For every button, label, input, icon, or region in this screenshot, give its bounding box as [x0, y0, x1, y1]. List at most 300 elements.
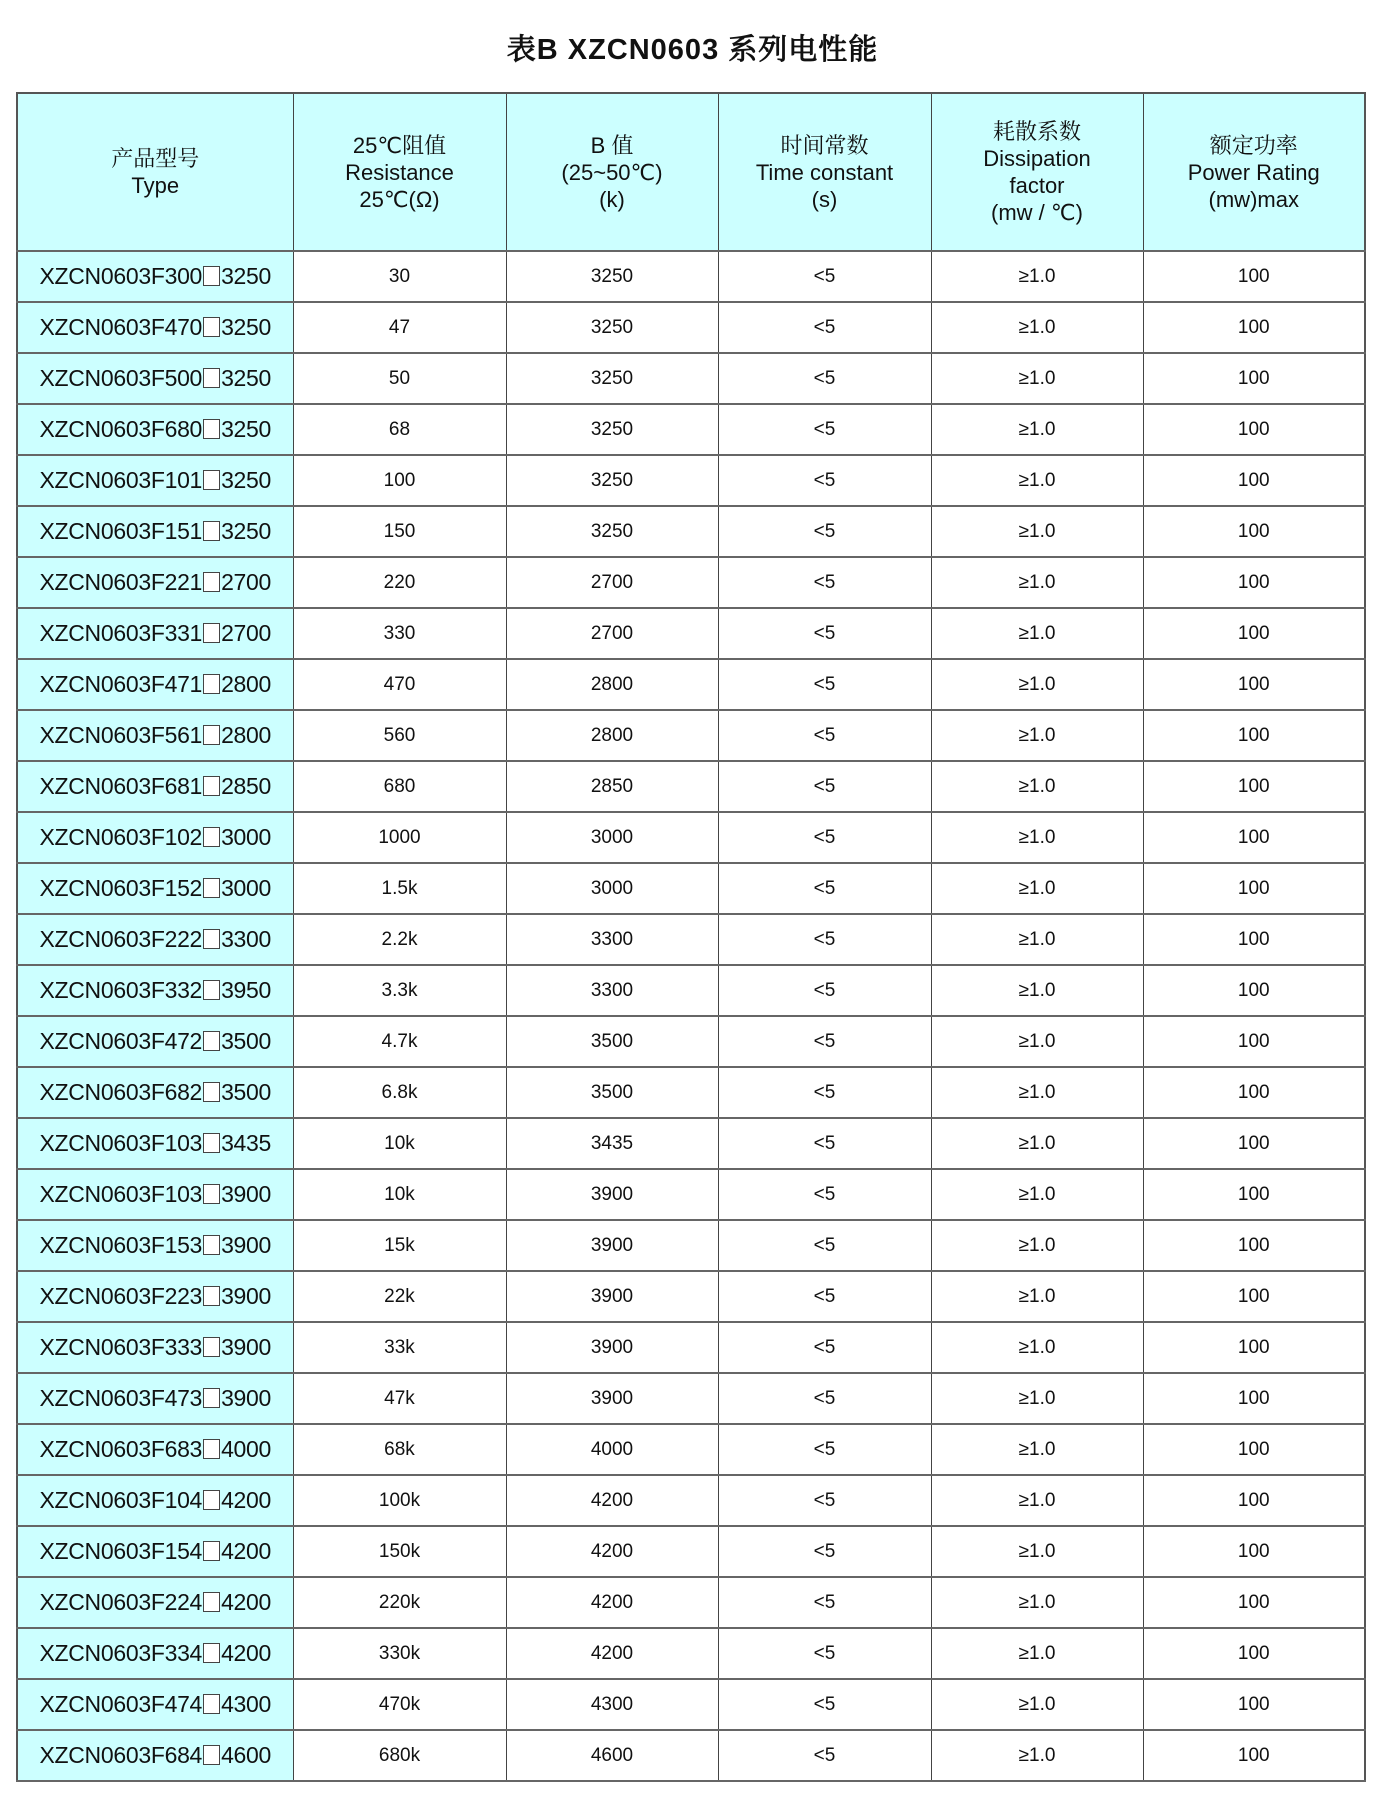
empty-square-icon: [203, 827, 220, 847]
type-cell: [17, 251, 293, 302]
time-constant-cell: <5: [718, 251, 931, 302]
table-row: [17, 404, 1365, 455]
type-prefix: XZCN0603F680: [39, 416, 203, 442]
type-prefix: XZCN0603F561: [39, 722, 203, 748]
power-rating-cell: 100: [1143, 1475, 1365, 1526]
power-rating-cell: 100: [1143, 1220, 1365, 1271]
empty-square-icon: [203, 1082, 220, 1102]
empty-square-icon: [203, 980, 220, 1000]
power-rating-cell: 100: [1143, 812, 1365, 863]
resistance-cell: 50: [293, 353, 506, 404]
empty-square-icon: [203, 1337, 220, 1357]
power-rating-cell: 100: [1143, 251, 1365, 302]
b-value-cell: 4000: [506, 1424, 718, 1475]
type-suffix: 2700: [221, 569, 272, 595]
type-cell: [17, 1220, 293, 1271]
resistance-cell: 10k: [293, 1169, 506, 1220]
empty-square-icon: [203, 776, 220, 796]
time-constant-cell: <5: [718, 1679, 931, 1730]
b-value-cell: 3250: [506, 455, 718, 506]
type-prefix: XZCN0603F473: [39, 1385, 203, 1411]
type-cell: [17, 965, 293, 1016]
dissipation-factor-cell: ≥1.0: [931, 1220, 1143, 1271]
type-prefix: XZCN0603F151: [39, 518, 203, 544]
b-value-cell: 4200: [506, 1475, 718, 1526]
table-row: [17, 965, 1365, 1016]
type-suffix: 2800: [221, 722, 272, 748]
time-constant-cell: <5: [718, 1730, 931, 1781]
b-value-cell: 3300: [506, 965, 718, 1016]
electrical-performance-table: [16, 92, 1366, 1782]
time-constant-cell: <5: [718, 965, 931, 1016]
b-value-cell: 3300: [506, 914, 718, 965]
table-row: [17, 1577, 1365, 1628]
b-value-cell: 3900: [506, 1322, 718, 1373]
power-rating-cell: 100: [1143, 608, 1365, 659]
header-line: (s): [811, 186, 838, 212]
dissipation-factor-cell: ≥1.0: [931, 302, 1143, 353]
resistance-cell: 150k: [293, 1526, 506, 1577]
type-prefix: XZCN0603F101: [39, 467, 203, 493]
type-prefix: XZCN0603F470: [39, 314, 203, 340]
type-cell: [17, 812, 293, 863]
type-cell: [17, 608, 293, 659]
resistance-cell: 100: [293, 455, 506, 506]
table-row: [17, 1067, 1365, 1118]
table-row: [17, 608, 1365, 659]
type-suffix: 3300: [221, 926, 272, 952]
time-constant-cell: <5: [718, 863, 931, 914]
header-line: (mw)max: [1208, 186, 1299, 212]
type-cell: [17, 506, 293, 557]
header-row: [17, 93, 1365, 251]
type-suffix: 3435: [221, 1130, 272, 1156]
time-constant-cell: <5: [718, 455, 931, 506]
time-constant-cell: <5: [718, 1526, 931, 1577]
type-suffix: 3000: [221, 824, 272, 850]
b-value-cell: 3900: [506, 1373, 718, 1424]
type-prefix: XZCN0603F683: [39, 1436, 203, 1462]
type-cell: [17, 1475, 293, 1526]
power-rating-cell: 100: [1143, 1373, 1365, 1424]
time-constant-cell: <5: [718, 1220, 931, 1271]
time-constant-cell: <5: [718, 404, 931, 455]
power-rating-cell: 100: [1143, 1679, 1365, 1730]
type-cell: [17, 1118, 293, 1169]
power-rating-cell: 100: [1143, 659, 1365, 710]
resistance-cell: 47k: [293, 1373, 506, 1424]
type-suffix: 3900: [221, 1232, 272, 1258]
type-suffix: 3250: [221, 314, 272, 340]
type-suffix: 4000: [221, 1436, 272, 1462]
table-row: [17, 1169, 1365, 1220]
header-line: 25℃阻值: [352, 132, 447, 158]
empty-square-icon: [203, 929, 220, 949]
time-constant-cell: <5: [718, 1118, 931, 1169]
header-line: Time constant: [755, 159, 894, 185]
dissipation-factor-cell: ≥1.0: [931, 812, 1143, 863]
table-row: [17, 1016, 1365, 1067]
table-row: [17, 353, 1365, 404]
header-line: 时间常数: [780, 132, 869, 158]
resistance-cell: 68: [293, 404, 506, 455]
time-constant-cell: <5: [718, 761, 931, 812]
type-suffix: 3950: [221, 977, 272, 1003]
type-suffix: 3000: [221, 875, 272, 901]
type-suffix: 4200: [221, 1589, 272, 1615]
empty-square-icon: [203, 725, 220, 745]
type-cell: [17, 404, 293, 455]
type-cell: [17, 659, 293, 710]
type-cell: [17, 353, 293, 404]
type-prefix: XZCN0603F152: [39, 875, 203, 901]
resistance-cell: 150: [293, 506, 506, 557]
dissipation-factor-cell: ≥1.0: [931, 1475, 1143, 1526]
table-row: [17, 1628, 1365, 1679]
b-value-cell: 4200: [506, 1577, 718, 1628]
b-value-cell: 4200: [506, 1628, 718, 1679]
empty-square-icon: [203, 623, 220, 643]
table-row: [17, 914, 1365, 965]
power-rating-cell: 100: [1143, 506, 1365, 557]
type-cell: [17, 1526, 293, 1577]
b-value-cell: 3250: [506, 506, 718, 557]
empty-square-icon: [203, 317, 220, 337]
type-prefix: XZCN0603F334: [39, 1640, 203, 1666]
power-rating-cell: 100: [1143, 455, 1365, 506]
header-resistance: [293, 93, 506, 251]
header-line: (k): [599, 186, 625, 212]
type-cell: [17, 1679, 293, 1730]
type-cell: [17, 1169, 293, 1220]
header-line: (mw / ℃): [991, 200, 1083, 225]
resistance-cell: 68k: [293, 1424, 506, 1475]
resistance-cell: 3.3k: [293, 965, 506, 1016]
type-prefix: XZCN0603F500: [39, 365, 203, 391]
type-suffix: 3900: [221, 1334, 272, 1360]
power-rating-cell: 100: [1143, 1322, 1365, 1373]
type-prefix: XZCN0603F331: [39, 620, 203, 646]
time-constant-cell: <5: [718, 659, 931, 710]
table-row: [17, 1424, 1365, 1475]
resistance-cell: 6.8k: [293, 1067, 506, 1118]
type-suffix: 3250: [221, 365, 272, 391]
table-row: [17, 302, 1365, 353]
time-constant-cell: <5: [718, 1373, 931, 1424]
type-cell: [17, 1373, 293, 1424]
empty-square-icon: [203, 470, 220, 490]
type-suffix: 4200: [221, 1487, 272, 1513]
resistance-cell: 220k: [293, 1577, 506, 1628]
table-row: [17, 1271, 1365, 1322]
resistance-cell: 330k: [293, 1628, 506, 1679]
empty-square-icon: [203, 878, 220, 898]
type-suffix: 4200: [221, 1538, 272, 1564]
empty-square-icon: [203, 1541, 220, 1561]
table-row: [17, 1373, 1365, 1424]
type-suffix: 4600: [221, 1742, 272, 1768]
type-cell: [17, 302, 293, 353]
resistance-cell: 33k: [293, 1322, 506, 1373]
header-line: Type: [131, 173, 180, 198]
type-suffix: 3900: [221, 1283, 272, 1309]
resistance-cell: 1.5k: [293, 863, 506, 914]
table-row: [17, 1322, 1365, 1373]
type-prefix: XZCN0603F221: [39, 569, 203, 595]
empty-square-icon: [203, 674, 220, 694]
header-line: 25℃(Ω): [359, 186, 440, 212]
time-constant-cell: <5: [718, 914, 931, 965]
b-value-cell: 3900: [506, 1169, 718, 1220]
dissipation-factor-cell: ≥1.0: [931, 1067, 1143, 1118]
type-prefix: XZCN0603F333: [39, 1334, 203, 1360]
dissipation-factor-cell: ≥1.0: [931, 965, 1143, 1016]
empty-square-icon: [203, 1592, 220, 1612]
type-prefix: XZCN0603F471: [39, 671, 203, 697]
time-constant-cell: <5: [718, 1424, 931, 1475]
dissipation-factor-cell: ≥1.0: [931, 1271, 1143, 1322]
header-line: 额定功率: [1209, 132, 1298, 158]
empty-square-icon: [203, 1694, 220, 1714]
power-rating-cell: 100: [1143, 710, 1365, 761]
header-line: Resistance: [345, 159, 454, 185]
power-rating-cell: 100: [1143, 965, 1365, 1016]
b-value-cell: 3500: [506, 1067, 718, 1118]
dissipation-factor-cell: ≥1.0: [931, 659, 1143, 710]
time-constant-cell: <5: [718, 506, 931, 557]
b-value-cell: 3250: [506, 251, 718, 302]
time-constant-cell: <5: [718, 812, 931, 863]
b-value-cell: 3250: [506, 404, 718, 455]
dissipation-factor-cell: ≥1.0: [931, 1628, 1143, 1679]
table-row: [17, 557, 1365, 608]
empty-square-icon: [203, 1490, 220, 1510]
empty-square-icon: [203, 1643, 220, 1663]
header-line: Dissipation: [983, 146, 1091, 171]
b-value-cell: 4200: [506, 1526, 718, 1577]
resistance-cell: 560: [293, 710, 506, 761]
type-prefix: XZCN0603F224: [39, 1589, 203, 1615]
time-constant-cell: <5: [718, 1016, 931, 1067]
type-prefix: XZCN0603F222: [39, 926, 203, 952]
dissipation-factor-cell: ≥1.0: [931, 1322, 1143, 1373]
empty-square-icon: [203, 1286, 220, 1306]
dissipation-factor-cell: ≥1.0: [931, 914, 1143, 965]
empty-square-icon: [203, 419, 220, 439]
type-prefix: XZCN0603F102: [39, 824, 203, 850]
header-line: factor: [1009, 173, 1065, 198]
time-constant-cell: <5: [718, 353, 931, 404]
header-type: [17, 93, 293, 251]
dissipation-factor-cell: ≥1.0: [931, 608, 1143, 659]
dissipation-factor-cell: ≥1.0: [931, 761, 1143, 812]
table-row: [17, 812, 1365, 863]
type-cell: [17, 710, 293, 761]
dissipation-factor-cell: ≥1.0: [931, 404, 1143, 455]
type-cell: [17, 1577, 293, 1628]
power-rating-cell: 100: [1143, 761, 1365, 812]
power-rating-cell: 100: [1143, 1118, 1365, 1169]
empty-square-icon: [203, 1031, 220, 1051]
empty-square-icon: [203, 266, 220, 286]
dissipation-factor-cell: ≥1.0: [931, 251, 1143, 302]
power-rating-cell: 100: [1143, 353, 1365, 404]
resistance-cell: 470: [293, 659, 506, 710]
table-row: [17, 1475, 1365, 1526]
type-cell: [17, 914, 293, 965]
b-value-cell: 2800: [506, 710, 718, 761]
resistance-cell: 10k: [293, 1118, 506, 1169]
resistance-cell: 22k: [293, 1271, 506, 1322]
time-constant-cell: <5: [718, 1475, 931, 1526]
type-prefix: XZCN0603F681: [39, 773, 203, 799]
dissipation-factor-cell: ≥1.0: [931, 455, 1143, 506]
dissipation-factor-cell: ≥1.0: [931, 1577, 1143, 1628]
dissipation-factor-cell: ≥1.0: [931, 1373, 1143, 1424]
table-row: [17, 1679, 1365, 1730]
type-suffix: 3900: [221, 1385, 272, 1411]
type-suffix: 3250: [221, 416, 272, 442]
dissipation-factor-cell: ≥1.0: [931, 1424, 1143, 1475]
resistance-cell: 470k: [293, 1679, 506, 1730]
type-prefix: XZCN0603F684: [39, 1742, 203, 1768]
power-rating-cell: 100: [1143, 1577, 1365, 1628]
table-row: [17, 1526, 1365, 1577]
table-row: [17, 455, 1365, 506]
b-value-cell: 2700: [506, 557, 718, 608]
time-constant-cell: <5: [718, 1271, 931, 1322]
dissipation-factor-cell: ≥1.0: [931, 1016, 1143, 1067]
b-value-cell: 3000: [506, 812, 718, 863]
type-prefix: XZCN0603F104: [39, 1487, 203, 1513]
table-body: [17, 251, 1365, 1781]
dissipation-factor-cell: ≥1.0: [931, 506, 1143, 557]
type-cell: [17, 1016, 293, 1067]
resistance-cell: 15k: [293, 1220, 506, 1271]
power-rating-cell: 100: [1143, 302, 1365, 353]
type-cell: [17, 1424, 293, 1475]
b-value-cell: 4600: [506, 1730, 718, 1781]
power-rating-cell: 100: [1143, 1424, 1365, 1475]
power-rating-cell: 100: [1143, 1628, 1365, 1679]
power-rating-cell: 100: [1143, 1169, 1365, 1220]
b-value-cell: 3000: [506, 863, 718, 914]
resistance-cell: 680: [293, 761, 506, 812]
power-rating-cell: 100: [1143, 1526, 1365, 1577]
resistance-cell: 680k: [293, 1730, 506, 1781]
type-suffix: 2700: [221, 620, 272, 646]
power-rating-cell: 100: [1143, 1016, 1365, 1067]
header-b-value: [506, 93, 718, 251]
type-prefix: XZCN0603F154: [39, 1538, 203, 1564]
b-value-cell: 3900: [506, 1220, 718, 1271]
time-constant-cell: <5: [718, 608, 931, 659]
resistance-cell: 1000: [293, 812, 506, 863]
type-suffix: 4300: [221, 1691, 272, 1717]
power-rating-cell: 100: [1143, 1271, 1365, 1322]
table-title: 表B XZCN0603 系列电性能: [506, 34, 879, 66]
empty-square-icon: [203, 1745, 220, 1765]
empty-square-icon: [203, 1133, 220, 1153]
power-rating-cell: 100: [1143, 863, 1365, 914]
type-suffix: 3250: [221, 263, 272, 289]
table-row: [17, 251, 1365, 302]
time-constant-cell: <5: [718, 1322, 931, 1373]
type-cell: [17, 1730, 293, 1781]
type-suffix: 3500: [221, 1028, 272, 1054]
time-constant-cell: <5: [718, 302, 931, 353]
type-prefix: XZCN0603F153: [39, 1232, 203, 1258]
resistance-cell: 30: [293, 251, 506, 302]
empty-square-icon: [203, 368, 220, 388]
header-line: (25~50℃): [561, 159, 663, 185]
type-prefix: XZCN0603F472: [39, 1028, 203, 1054]
dissipation-factor-cell: ≥1.0: [931, 1526, 1143, 1577]
header-line: 产品型号: [111, 146, 200, 171]
type-cell: [17, 761, 293, 812]
type-suffix: 4200: [221, 1640, 272, 1666]
resistance-cell: 4.7k: [293, 1016, 506, 1067]
type-prefix: XZCN0603F332: [39, 977, 203, 1003]
type-suffix: 2800: [221, 671, 272, 697]
type-cell: [17, 1628, 293, 1679]
b-value-cell: 2850: [506, 761, 718, 812]
time-constant-cell: <5: [718, 1067, 931, 1118]
type-prefix: XZCN0603F103: [39, 1130, 203, 1156]
type-cell: [17, 557, 293, 608]
time-constant-cell: <5: [718, 1577, 931, 1628]
empty-square-icon: [203, 521, 220, 541]
resistance-cell: 2.2k: [293, 914, 506, 965]
table-row: [17, 710, 1365, 761]
resistance-cell: 330: [293, 608, 506, 659]
time-constant-cell: <5: [718, 710, 931, 761]
time-constant-cell: <5: [718, 1628, 931, 1679]
power-rating-cell: 100: [1143, 1730, 1365, 1781]
table-row: [17, 1118, 1365, 1169]
resistance-cell: 220: [293, 557, 506, 608]
header-line: B 值: [590, 132, 634, 158]
b-value-cell: 2800: [506, 659, 718, 710]
power-rating-cell: 100: [1143, 914, 1365, 965]
dissipation-factor-cell: ≥1.0: [931, 1169, 1143, 1220]
type-suffix: 2850: [221, 773, 272, 799]
type-cell: [17, 863, 293, 914]
b-value-cell: 3435: [506, 1118, 718, 1169]
header-dissipation-factor: [931, 93, 1143, 251]
time-constant-cell: <5: [718, 557, 931, 608]
table-row: [17, 1730, 1365, 1781]
table-row: [17, 863, 1365, 914]
dissipation-factor-cell: ≥1.0: [931, 863, 1143, 914]
empty-square-icon: [203, 572, 220, 592]
dissipation-factor-cell: ≥1.0: [931, 1118, 1143, 1169]
dissipation-factor-cell: ≥1.0: [931, 353, 1143, 404]
empty-square-icon: [203, 1439, 220, 1459]
type-suffix: 3250: [221, 518, 272, 544]
header-power-rating: [1143, 93, 1365, 251]
type-cell: [17, 455, 293, 506]
type-prefix: XZCN0603F103: [39, 1181, 203, 1207]
empty-square-icon: [203, 1388, 220, 1408]
header-line: Power Rating: [1187, 159, 1320, 185]
b-value-cell: 2700: [506, 608, 718, 659]
type-suffix: 3900: [221, 1181, 272, 1207]
b-value-cell: 3250: [506, 353, 718, 404]
type-suffix: 3500: [221, 1079, 272, 1105]
type-prefix: XZCN0603F682: [39, 1079, 203, 1105]
b-value-cell: 3500: [506, 1016, 718, 1067]
